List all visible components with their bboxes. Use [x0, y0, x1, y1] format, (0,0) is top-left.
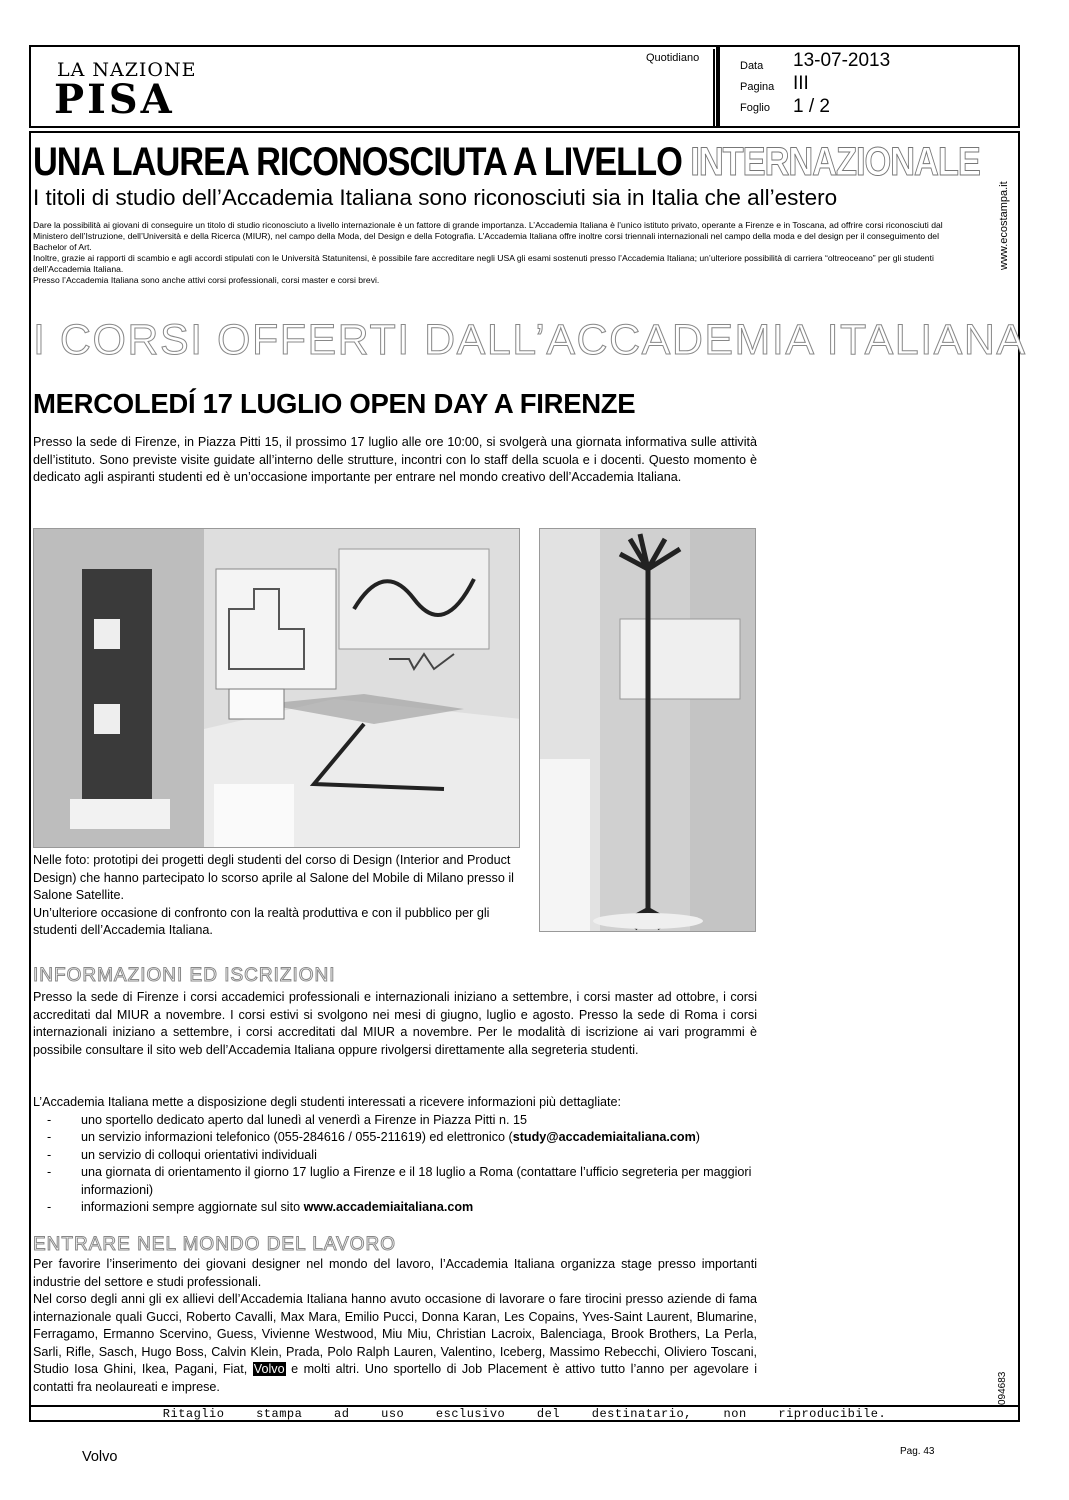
headline-outline: INTERNAZIONALE [690, 140, 980, 184]
info-list-block [33, 1094, 757, 1217]
info-list-intro: L’Accademia Italiana mette a disposizione degli studenti interessati a ricevere informazioni più dettagliate: [33, 1095, 622, 1109]
side-url: www.ecostampa.it [998, 181, 1010, 270]
photo-caption [33, 852, 523, 940]
list-item: - uno sportello dedicato aperto dal lunedì al venerdì a Firenze in Piazza Pitti n. 15 [33, 1112, 757, 1130]
intro-text [33, 220, 973, 286]
list-item: - una giornata di orientamento il giorno 17 luglio a Firenze e il 18 luglio a Roma (contattare l’ufficio segreteria per maggiori informazioni) [33, 1164, 757, 1199]
copyright-note: Ritaglio stampa ad uso esclusivo del destinatario, non riproducibile. [162, 1407, 887, 1421]
caption-paragraph: Nelle foto: prototipi dei progetti degli studenti del corso di Design (Interior and Product Design) che hanno partecipato lo scorso aprile al Salone del Mobile di Milano presso il Salone Satellite. [33, 853, 514, 902]
list-item: - un servizio di colloqui orientativi individuali [33, 1147, 757, 1165]
list-item: - informazioni sempre aggiornate sul sito www.accademiaitaliana.com [33, 1199, 757, 1217]
highlighted-keyword: Volvo [253, 1362, 285, 1376]
subheadline: I titoli di studio dell’Accademia Italiana sono riconosciuti sia in Italia che all’estero [33, 185, 838, 210]
page-label: Pagina [740, 81, 775, 93]
list-item: - un servizio informazioni telefonico (055-284616 / 055-211619) ed elettronico (study@accademiaitaliana.com) [33, 1129, 757, 1147]
publication-edition: PISA [54, 76, 175, 123]
intro-paragraph: Inoltre, grazie ai rapporti di scambio e agli accordi stipulati con le Università Statunitensi, è possibile fare accreditare negli USA gli esami sostenuti presso l’Accademia Italiana; un’ulteriore possibilità di carriera “oltreoceano” per gli studenti dell’Accademia Italiana. [33, 253, 934, 274]
info-text [33, 989, 757, 1059]
intro-paragraph: Presso l’Accademia Italiana sono anche attivi corsi professionali, corsi master e corsi brevi. [33, 275, 380, 285]
website-link: www.accademiaitaliana.com [303, 1200, 474, 1214]
coat-rack-photo [539, 528, 756, 932]
openday-title: MERCOLEDÍ 17 LUGLIO OPEN DAY A FIRENZE [33, 388, 636, 419]
contact-email: study@accademiaitaliana.com [512, 1130, 696, 1144]
section-title-info: INFORMAZIONI ED ISCRIZIONI [33, 965, 336, 986]
coat-rack-photo-illustration [540, 529, 756, 932]
metadata-divider [713, 49, 715, 128]
section-title-work: ENTRARE NEL MONDO DEL LAVORO [33, 1234, 397, 1255]
caption-paragraph: Un’ulteriore occasione di confronto con la realtà produttiva e con il pubblico per gli studenti dell’Accademia Italiana. [33, 905, 490, 937]
publication-name: LA NAZIONE [57, 59, 197, 81]
section-title-courses: I CORSI OFFERTI DALL’ACCADEMIA ITALIANA [33, 316, 1027, 364]
sheet-label: Foglio [740, 102, 770, 114]
info-paragraph: Presso la sede di Firenze i corsi accademici professionali e internazionali iniziano a settembre, i corsi master ad ottobre, i corsi accreditati dal MIUR a novembre. I corsi estivi si svolgono nei mesi di giugno, luglio e agosto. Presso la sede di Roma i corsi internazionali iniziano a settembre, i corsi accreditati dal MIUR a novembre. Per le modalità di iscrizione ai vari programmi è possibile consultare il sito web dell’Accademia Italiana oppure rivolgersi direttamente alla segreteria studenti. [33, 990, 757, 1057]
info-list [33, 1112, 757, 1217]
exhibit-photo [33, 528, 520, 848]
sheet-value: 1 / 2 [793, 96, 830, 117]
date-label: Data [740, 60, 764, 72]
work-paragraph: Per favorire l’inserimento dei giovani designer nel mondo del lavoro, l’Accademia Italiana organizza stage presso importanti industrie del settore e studi professionali. [33, 1257, 757, 1289]
intro-paragraph: Dare la possibilità ai giovani di conseguire un titolo di studio riconosciuto a livello internazionale è un fattore di grande importanza. L’Accademia Italiana è l’unico istituto privato, operante a Firenze e in Toscana, ad offrire corsi riconosciuti dal Ministero dell’Istruzione, dell’Università e della Ricerca (MIUR), nel campo della Moda, del Design e della Fotografia. L’Accademia Italiana offre inoltre corsi triennali internazionali nel campo della moda e del design per il conseguimento del Bachelor of Art. [33, 220, 943, 252]
clipping-keyword: Volvo [82, 1449, 118, 1465]
page-number: Pag. 43 [900, 1446, 935, 1457]
page-value: III [793, 73, 809, 94]
exhibit-photo-illustration [34, 529, 520, 848]
headline-main: UNA LAUREA RICONOSCIUTA A LIVELLO [33, 140, 691, 184]
work-text [33, 1256, 757, 1396]
openday-text: Presso la sede di Firenze, in Piazza Pitti 15, il prossimo 17 luglio alle ore 10:00, si svolgerà una giornata informativa sulle attività dell’istituto. Sono previste visite guidate all’interno delle strutture, incontri con lo staff della scuola e i docenti. Questo momento è dedicato agli aspiranti studenti ed è un’occasione importante per entrare nel mondo creativo dell’Accademia Italiana. [33, 435, 757, 484]
headline [33, 140, 980, 185]
date-value: 13-07-2013 [793, 50, 891, 71]
publication-type: Quotidiano [646, 52, 700, 64]
work-paragraph: Nel corso degli anni gli ex allievi dell’Accademia Italiana hanno avuto occasione di lavorare o fare tirocini presso aziende di fama internazionale quali Gucci, Roberto Cavalli, Max Mara, Emilio Pucci, Donna Karan, Les Copains, Yves-Saint Laurent, Blumarine, Ferragamo, Ermanno Scervino, Guess, Vivienne Westwood, Miu Miu, Christian Lacroix, Balenciaga, Brook Brothers, La Perla, Sarli, Rifle, Sasch, Hugo Boss, Calvin Klein, Prada, Polo Ralph Lauren, Valentino, Iceberg, Massimo Rebecchi, Oliviero Toscani, Studio Iosa Ghini, Ikea, Pagani, Fiat, Volvo e molti altri. Uno sportello di Job Placement è attivo tutto l’anno per agevolare i contatti fra neolaureati e imprese. [33, 1292, 758, 1394]
